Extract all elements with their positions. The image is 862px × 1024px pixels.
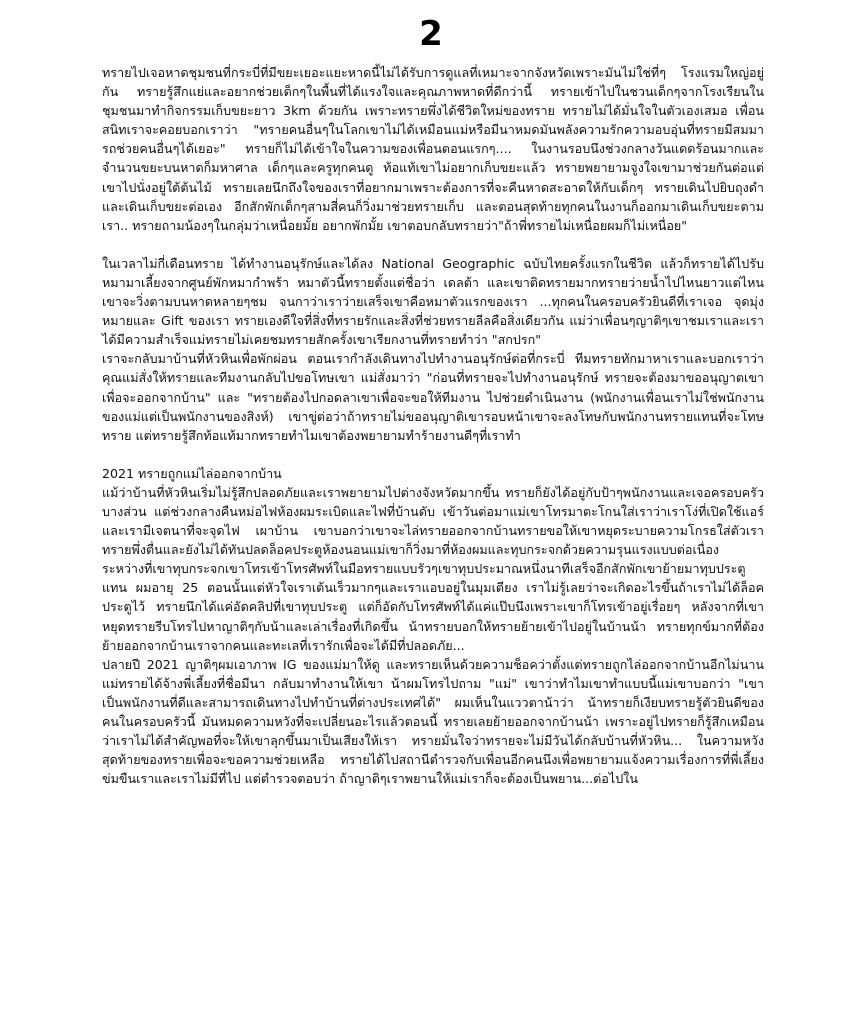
paragraph-beach-cleanup: ทรายไปเจอหาดชุมชนที่กระบี่ที่มีขยะเยอะแยะหาดนี้ไม่ได้รับการดูแลที่เหมาะจากจังหวัดเพราะมันไม่ใช่ที่ๆ โรงแรมใหญ่อยู่กัน ทรายรู้สึกแย่และอยากช่วยเด็กๆในพื้นที่ได้แรงใจและคุณภาพหาดที่ดีกว่านี้ ทรายเข้าไปในชวนเด็กๆจากโรงเรียนในชุมชนมาทำกิจกรรมเก็บขยะยาว 3km ด้วยกัน เพราะทรายพึ่งได้ชีวิตใหม่ของทราย ทรายไม่ได้มั่นใจในตัวเองเสมอ เพื่อนสนิทเราจะคอยบอกเราว่า "ทรายคนอื่นๆในโลกเขาไม่ได้เหมือนแม่หรือมีนาหมดมันพลังความรักความอบอุ่นที่ทรายมีสมมารถช่วยคนอื่นๆได้เยอะ" ทรายก็ไม่ได้เข้าใจในความของเพื่อนตอนแรกๆ.... ในงานรอบนึงช่วงกลางวันแดดร้อนมากและจำนวนขยะบนหาดก็มหาศาล เด็กๆและครูทุกคนดู ท้อแท้เขาไม่อยากเก็บขยะแล้ว ทรายพยายามจูงใจเขามาช่วยกันต่อแต่เขาไปนั่งอยู่ใต้ต้นไม้ ทรายเลยนึกถึงใจของเราที่อยากมาเพราะต้องการที่จะคืนหาดสะอาดให้กับเด็กๆ ทรายเดินไปยิบถุงดำและเดินเก็บขยะต่อเอง อีกสักพักเด็กๆสามสี่คนก็วิ่งมาช่วยทรายเก็บ และตอนสุดท้ายทุกคนในงานก็ออกมาเดินเก็บขยะตามเรา.. ทรายถามน้องๆในกลุ่มว่าเหนื่อยมั้ย อยากพักมั้ย เขาตอบกลับทรายว่า"ถ้าพี่ทรายไม่เหนื่อยผมก็ไม่เหนื่อย": [102, 65, 764, 233]
document-body: [102, 63, 764, 788]
paragraph-spacer: [102, 445, 764, 464]
paragraph-evicted: แม้ว่าบ้านที่หัวหินเริ่มไม่รู้สึกปลอดภัยและเราพยายามไปต่างจังหวัดมากขึ้น ทรายก็ยังได้อยู่กับป้าๆพนักงานและเจอครอบครัวบางส่วน แต่ช่วงกลางคืนหม่อไฟห้องผมระเบิดและไฟที่บ้านดับ เข้าวันต่อมาแม่เขาโทรมาตะโกนใส่เราว่าเราโง่ที่เปิดใช้แอร์และเรามีเจตนาที่จะจุดไฟ เผาบ้าน เขาบอกว่าเขาจะไล่ทรายออกจากบ้านทรายขอให้เขาหยุดระบายความโกรธใส่ตัวเรา ทรายพึ่งตื่นและยังไม่ได้ทันปลดล็อคประตูห้องนอนแม่เขาก็วิ่งมาที่ห้องผมและทุบกระจกด้วยความรุนแรงแบบต่อเนื่อง ระหว่างที่เขาทุบกระจกเขาโทรเข้าโทรศัพท์ในมือทรายแบบรัวๆเขาทุบประมาณหนึ่งนาทีเสร็จอีกสักพักเขาย้ายมาทุบประตูแทน ผมอายุ 25 ตอนนั้นแต่หัวใจเราเต้นเร็วมากๆและเราแอบอยู่ในมุมเตียง เราไม่รู้เลยว่าจะเกิดอะไรขึ้นถ้าเราไม่ได้ล็อคประตูไว้ ทรายนึกได้แค่อัดคลิปที่เขาทุบประตู แต่ก็อัดกับโทรศัพท์ได้แค่แป๊บนึงเพราะเขาก็โทรเข้าอยู่เรื่อยๆ หลังจากที่เขาหยุดทรายรีบโทรไปหาญาติๆกับน้าและเล่าเรื่องที่เกิดขึ้น น้าทรายบอกให้ทรายย้ายเข้าไปอยู่ในบ้านน้า ทรายทุกข์มากที่ต้องย้ายออกจากบ้านเราจากคนและทะเลที่เรารักเพื่อจะได้มีที่ปลอดภัย...: [102, 484, 764, 653]
paragraph-spacer: [102, 235, 764, 254]
section-heading: 2021 ทรายถูกแม่ไล่ออกจากบ้าน: [102, 465, 282, 481]
paragraph-end-of-2021: ปลายปี 2021 ญาติๆผมเอาภาพ IG ของแม่มาให้ดู และทรายเห็นด้วยความช็อคว่าตั้งแต่ทรายถูกไล่ออกจากบ้านอีกไม่นาน แม่ทรายได้จ้างพี่เลี้ยงที่ชื่อมีนา กลับมาทำงานให้เขา น้าผมโทรไปถาม "แม่" เขาว่าทำไมเขาทำแบบนี้แม่เขาบอกว่า "เขาเป็นพนักงานที่ดีและสามารถเดินทางไปทำบ้านที่ต่างประเทศได้" ผมเห็นในแววตาน้าว่า น้าทรายก็เงียบทรายรู้ตัวยินดีของคนในครอบครัวนี้ มันหมดความหวังที่จะเปลี่ยนอะไรแล้วตอนนี้ ทรายเลยย้ายออกจากบ้านน้า เพราะอยู่ไปทรายก็รู้สึกเหมือนว่าเราไม่ได้สำคัญพอที่จะให้เขาลุกขึ้นมาเป็นเสียงให้เรา ทรายมั่นใจว่าทรายจะไม่มีวันได้กลับบ้านที่หัวหิน... ในความหวังสุดท้ายของทรายเพื่อจะขอความช่วยเหลือ ทรายได้ไปสถานีตำรวจกับเพื่อนอีกคนนึงเพื่อพยายามแจ้งความเรื่องการที่พี่เลี้ยงข่มขืนเราและเราไม่มีที่ไป แต่ตำรวจตอบว่า ถ้าญาติๆเราพยานให้แม่เราก็จะต้องเป็นพยาน...ต่อไปใน: [102, 656, 764, 787]
page-number: 2: [419, 14, 443, 54]
paragraph-national-geographic: ในเวลาไม่กี่เดือนทราย ได้ทำงานอนุรักษ์และได้ลง National Geographic ฉบับไทยครั้งแรกในชีวิต แล้วก็ทรายได้ไปรับหมามาเลี้ยงจากศูนย์พักหมากำพร้า หมาตัวนี้ทรายตั้งแต่ชื่อว่า เดลต้า และเขาติดทรายมากทรายว่ายน้ำไปไหนยาวแต่ไหนเขาจะวิ่งตามบนหาดหลายๆชม จนกาว่าเราว่ายเสร็จเขาคือหมาตัวแรกของเรา ...ทุกคนในครอบครัวยินดีที่เราเจอ จุดมุ่งหมายและ Gift ของเรา ทรายเองดีใจที่สิ่งที่ทรายรักและสิ่งที่ช่วยทรายลีลคือสิ่งเดียวกัน แม่ว่าเพื่อนๆญาติๆเขาชมเราและเราได้มีความสำเร็จแม่ทรายไม่เคยชมทรายสักครั้งเขาเรียกงานที่ทรายทำว่า "สกปรก": [102, 255, 764, 348]
paragraph-return-home: เราจะกลับมาบ้านที่หัวหินเพื่อพักผ่อน ตอนเรากำลังเดินทางไปทำงานอนุรักษ์ต่อที่กระบี่ ทีมทรายทักมาหาเราและบอกเราว่าคุณแม่สั่งให้ทรายและทีมงานกลับไปขอโทษเขา แม่สั่งมาว่า "ก่อนที่ทรายจะไปทำงานอนุรักษ์ ทรายจะต้องมาขออนุญาตเขาเพื่อจะออกจากบ้าน" และ "ทรายต้องไปกอดลาเขาเพื่อจะขอให้ทีมงาน ไปช่วยดำเนินงาน (พนักงานเพื่อนเราไม่ใช่พนักงานของแม่แต่เป็นพนักงานของสิงห์) เขาขู่ต่อว่าถ้าทรายไม่ขออนุญาติเขารอบหน้าเขาจะลงโทษกับพนักงานทรายแทนที่จะโทษทราย แต่ทรายรู้สึกท้อแท้มากทรายทำไมเขาต้องพยายามทำร้ายงานดีๆที่เราทำ: [102, 351, 764, 443]
